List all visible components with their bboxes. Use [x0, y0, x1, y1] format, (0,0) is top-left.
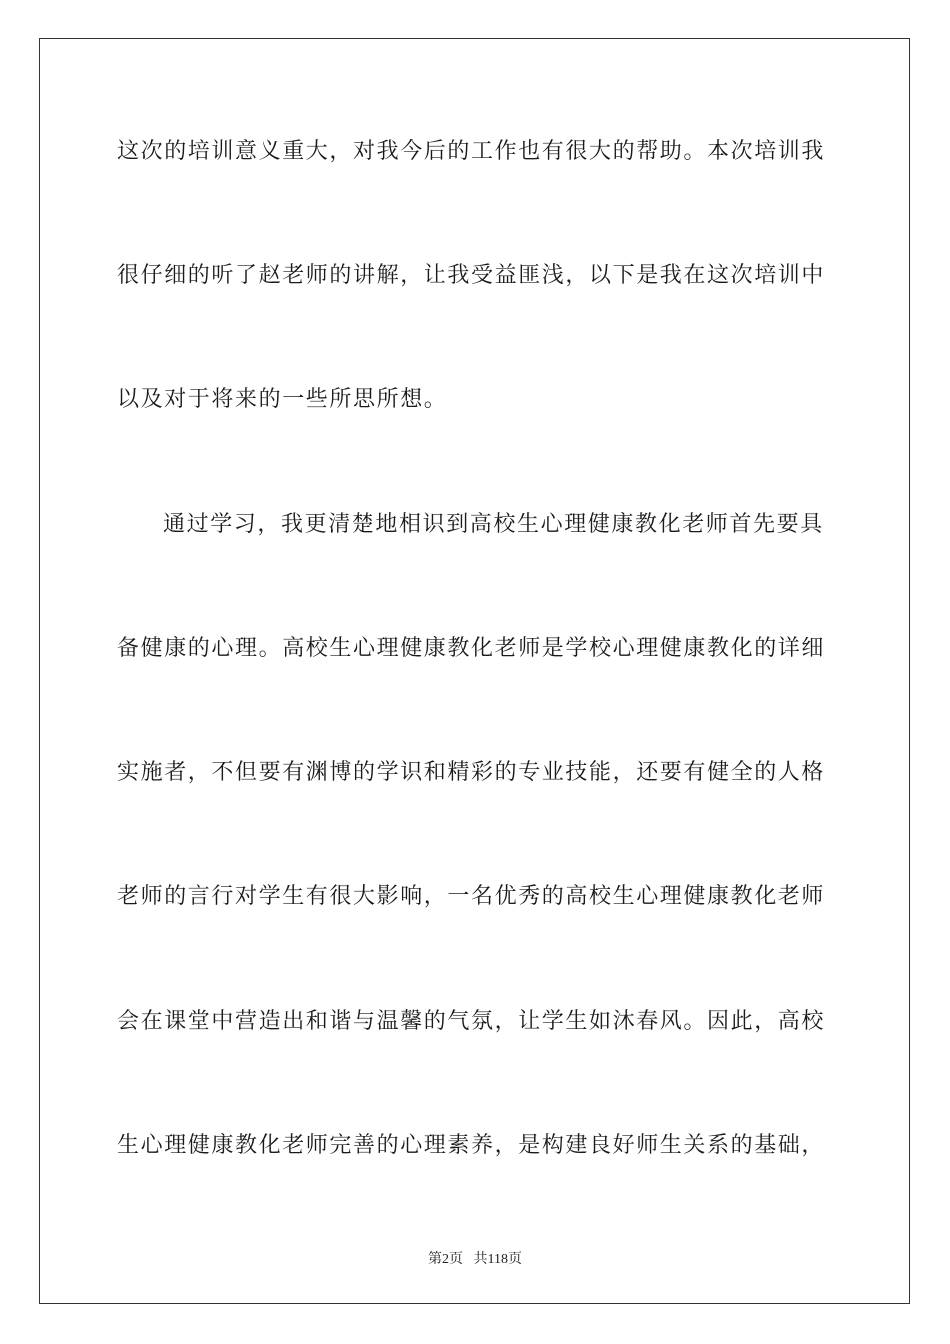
text-line: 生心理健康教化老师完善的心理素养，是构建良好师生关系的基础，: [117, 1133, 826, 1158]
page-border: [39, 38, 910, 1304]
page-total: 共118页: [473, 1252, 522, 1267]
text-line: 会在课堂中营造出和谐与温馨的气氛，让学生如沐春风。因此，高校: [117, 1009, 826, 1034]
paragraph-first-line: 通过学习，我更清楚地相识到高校生心理健康教化老师首先要具: [163, 512, 824, 537]
text-line: 以及对于将来的一些所思所想。: [117, 387, 448, 412]
text-line: 老师的言行对学生有很大影响，一名优秀的高校生心理健康教化老师: [117, 884, 826, 909]
page-footer: [0, 1248, 950, 1268]
text-line: 实施者，不但要有渊博的学识和精彩的专业技能，还要有健全的人格: [117, 760, 826, 785]
text-line: 这次的培训意义重大，对我今后的工作也有很大的帮助。本次培训我: [117, 139, 826, 164]
text-line: 很仔细的听了赵老师的讲解，让我受益匪浅，以下是我在这次培训中: [117, 263, 826, 288]
text-line: 备健康的心理。高校生心理健康教化老师是学校心理健康教化的详细: [117, 636, 826, 661]
page-number: 第2页: [428, 1252, 463, 1267]
